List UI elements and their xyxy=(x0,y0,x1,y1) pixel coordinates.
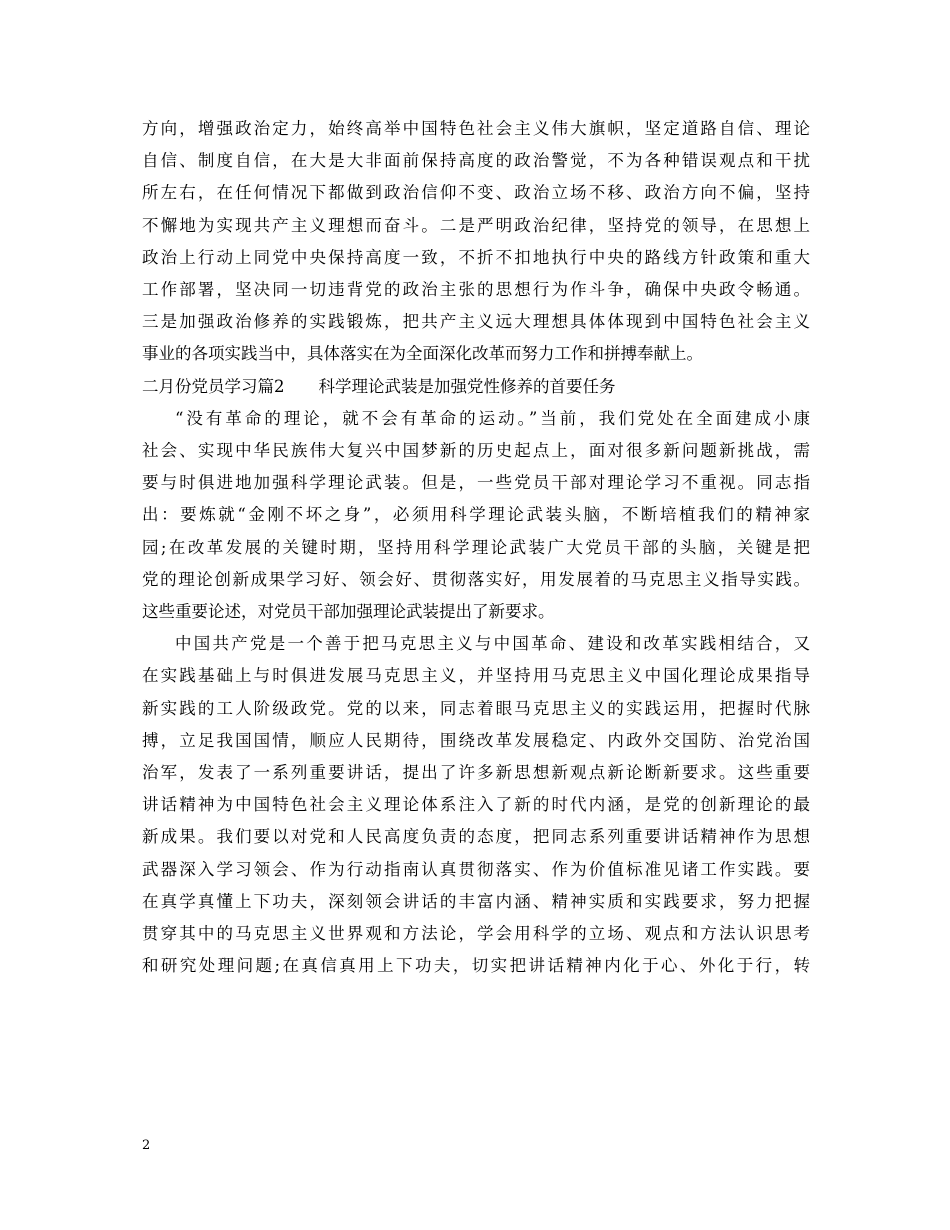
section-heading-subtitle: 科学理论武装是加强党性修养的首要任务 xyxy=(318,376,616,396)
text-line: 要与时俱进地加强科学理论武装。但是，一些党员干部对理论学习不重视。同志指 xyxy=(142,473,810,493)
text-line: 和研究处理问题;在真信真用上下功夫，切实把讲话精神内化于心、外化于行，转 xyxy=(142,956,810,976)
text-line: 政治上行动上同党中央保持高度一致，不折不扣地执行中央的路线方针政策和重大 xyxy=(142,247,810,267)
text-line-content: “没有革命的理论，就不会有革命的运动。”当前，我们党处在全面建成小康 xyxy=(175,408,810,428)
text-line: 自信、制度自信，在大是大非面前保持高度的政治警觉，不为各种错误观点和干扰 xyxy=(142,151,810,171)
paragraph-revolutionary-theory xyxy=(142,403,810,628)
text-line: 新实践的工人阶级政党。党的以来，同志着眼马克思主义的实践运用，把握时代脉 xyxy=(142,698,810,718)
text-line: 新成果。我们要以对党和人民高度负责的态度，把同志系列重要讲话精神作为思想 xyxy=(142,827,810,847)
section-heading-title: 二月份党员学习篇2 xyxy=(142,376,285,396)
text-line xyxy=(142,628,810,660)
text-line: 在真学真懂上下功夫，深刻领会讲话的丰富内涵、精神实质和实践要求，努力把握 xyxy=(142,891,810,911)
document-body xyxy=(142,113,810,982)
paragraph-political-direction xyxy=(142,113,810,371)
text-line: 工作部署，坚决同一切违背党的政治主张的思想行为作斗争，确保中央政令畅通。 xyxy=(142,280,810,300)
text-line: 这些重要论述，对党员干部加强理论武装提出了新要求。 xyxy=(142,602,555,622)
text-line: 园;在改革发展的关键时期，坚持用科学理论武装广大党员干部的头脑，关键是把 xyxy=(142,537,810,557)
text-line xyxy=(142,403,810,435)
text-line: 不懈地为实现共产主义理想而奋斗。二是严明政治纪律，坚持党的领导，在思想上 xyxy=(142,215,810,235)
section-heading xyxy=(142,371,810,403)
text-line: 治军，发表了一系列重要讲话，提出了许多新思想新观点新论断新要求。这些重要 xyxy=(142,763,810,783)
text-line: 事业的各项实践当中，具体落实在为全面深化改革而努力工作和拼搏奉献上。 xyxy=(142,344,703,364)
text-line: 出：要炼就“金刚不坏之身”，必须用科学理论武装头脑，不断培植我们的精神家 xyxy=(142,505,810,525)
text-line-content: 中国共产党是一个善于把马克思主义与中国革命、建设和改革实践相结合，又 xyxy=(175,634,810,654)
text-line: 三是加强政治修养的实践锻炼，把共产主义远大理想具体体现到中国特色社会主义 xyxy=(142,312,810,332)
paragraph-communist-party xyxy=(142,628,810,982)
text-line: 所左右，在任何情况下都做到政治信仰不变、政治立场不移、政治方向不偏，坚持 xyxy=(142,183,810,203)
text-line: 在实践基础上与时俱进发展马克思主义，并坚持用马克思主义中国化理论成果指导 xyxy=(142,666,810,686)
text-line: 党的理论创新成果学习好、领会好、贯彻落实好，用发展着的马克思主义指导实践。 xyxy=(142,569,810,589)
text-line: 武器深入学习领会、作为行动指南认真贯彻落实、作为价值标准见诸工作实践。要 xyxy=(142,859,810,879)
text-line: 社会、实现中华民族伟大复兴中国梦新的历史起点上，面对很多新问题新挑战，需 xyxy=(142,441,810,461)
text-line: 贯穿其中的马克思主义世界观和方法论，学会用科学的立场、观点和方法认识思考 xyxy=(142,924,810,944)
text-line: 讲话精神为中国特色社会主义理论体系注入了新的时代内涵，是党的创新理论的最 xyxy=(142,795,810,815)
text-line: 方向，增强政治定力，始终高举中国特色社会主义伟大旗帜，坚定道路自信、理论 xyxy=(142,119,810,138)
page-number: 2 xyxy=(142,1138,151,1153)
text-line: 搏，立足我国国情，顺应人民期待，围绕改革发展稳定、内政外交国防、治党治国 xyxy=(142,730,810,750)
